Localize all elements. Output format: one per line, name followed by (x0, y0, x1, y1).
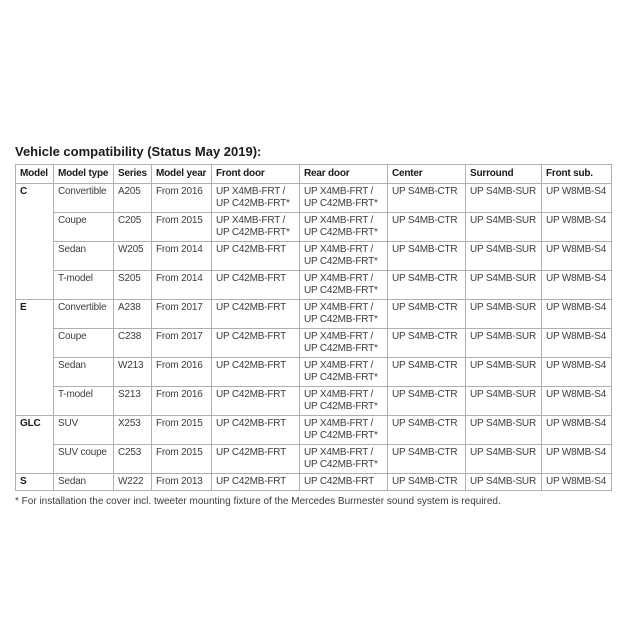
front-sub-cell: UP W8MB-S4 (542, 416, 612, 445)
rear-door-cell: UP X4MB-FRT / UP C42MB-FRT* (300, 300, 388, 329)
center-cell: UP S4MB-CTR (388, 271, 466, 300)
model-cell: E (16, 300, 54, 416)
rear-door-cell: UP C42MB-FRT (300, 474, 388, 491)
vehicle-compatibility-table (15, 164, 612, 491)
rear-door-cell: UP X4MB-FRT / UP C42MB-FRT* (300, 329, 388, 358)
series-cell: W205 (114, 242, 152, 271)
series-cell: X253 (114, 416, 152, 445)
surround-cell: UP S4MB-SUR (466, 271, 542, 300)
front-sub-cell: UP W8MB-S4 (542, 358, 612, 387)
model-cell: C (16, 184, 54, 300)
table-row (16, 213, 612, 242)
table-row (16, 358, 612, 387)
front-sub-cell: UP W8MB-S4 (542, 271, 612, 300)
front-door-cell: UP C42MB-FRT (212, 387, 300, 416)
surround-cell: UP S4MB-SUR (466, 300, 542, 329)
front-door-cell: UP X4MB-FRT / UP C42MB-FRT* (212, 184, 300, 213)
table-body (16, 184, 612, 491)
center-cell: UP S4MB-CTR (388, 416, 466, 445)
footnote: * For installation the cover incl. tweeter mounting fixture of the Mercedes Burmester sound system is required. (15, 496, 501, 507)
model-year-cell: From 2014 (152, 242, 212, 271)
model-type-cell: T-model (54, 271, 114, 300)
model-type-cell: SUV (54, 416, 114, 445)
front-door-cell: UP C42MB-FRT (212, 271, 300, 300)
center-cell: UP S4MB-CTR (388, 474, 466, 491)
series-cell: S213 (114, 387, 152, 416)
surround-cell: UP S4MB-SUR (466, 184, 542, 213)
front-sub-cell: UP W8MB-S4 (542, 242, 612, 271)
column-header-rear-door: Rear door (300, 165, 388, 184)
front-door-cell: UP C42MB-FRT (212, 329, 300, 358)
series-cell: S205 (114, 271, 152, 300)
series-cell: C238 (114, 329, 152, 358)
model-year-cell: From 2016 (152, 358, 212, 387)
table-row (16, 242, 612, 271)
model-type-cell: Sedan (54, 474, 114, 491)
column-header-center: Center (388, 165, 466, 184)
table-row (16, 271, 612, 300)
front-door-cell: UP C42MB-FRT (212, 358, 300, 387)
front-door-cell: UP C42MB-FRT (212, 300, 300, 329)
column-header-surround: Surround (466, 165, 542, 184)
rear-door-cell: UP X4MB-FRT / UP C42MB-FRT* (300, 387, 388, 416)
table-row (16, 387, 612, 416)
surround-cell: UP S4MB-SUR (466, 474, 542, 491)
model-cell: GLC (16, 416, 54, 474)
front-sub-cell: UP W8MB-S4 (542, 387, 612, 416)
rear-door-cell: UP X4MB-FRT / UP C42MB-FRT* (300, 416, 388, 445)
model-year-cell: From 2017 (152, 300, 212, 329)
rear-door-cell: UP X4MB-FRT / UP C42MB-FRT* (300, 271, 388, 300)
front-door-cell: UP C42MB-FRT (212, 242, 300, 271)
surround-cell: UP S4MB-SUR (466, 329, 542, 358)
model-type-cell: Convertible (54, 300, 114, 329)
series-cell: A205 (114, 184, 152, 213)
column-header-front-sub: Front sub. (542, 165, 612, 184)
model-type-cell: Convertible (54, 184, 114, 213)
surround-cell: UP S4MB-SUR (466, 213, 542, 242)
series-cell: C205 (114, 213, 152, 242)
model-type-cell: Coupe (54, 213, 114, 242)
surround-cell: UP S4MB-SUR (466, 387, 542, 416)
column-header-model-year: Model year (152, 165, 212, 184)
center-cell: UP S4MB-CTR (388, 213, 466, 242)
surround-cell: UP S4MB-SUR (466, 242, 542, 271)
front-sub-cell: UP W8MB-S4 (542, 445, 612, 474)
center-cell: UP S4MB-CTR (388, 300, 466, 329)
model-year-cell: From 2013 (152, 474, 212, 491)
center-cell: UP S4MB-CTR (388, 329, 466, 358)
surround-cell: UP S4MB-SUR (466, 416, 542, 445)
front-sub-cell: UP W8MB-S4 (542, 213, 612, 242)
front-sub-cell: UP W8MB-S4 (542, 184, 612, 213)
front-door-cell: UP X4MB-FRT / UP C42MB-FRT* (212, 213, 300, 242)
table-row (16, 300, 612, 329)
front-door-cell: UP C42MB-FRT (212, 445, 300, 474)
model-year-cell: From 2015 (152, 213, 212, 242)
front-sub-cell: UP W8MB-S4 (542, 300, 612, 329)
series-cell: A238 (114, 300, 152, 329)
rear-door-cell: UP X4MB-FRT / UP C42MB-FRT* (300, 358, 388, 387)
front-door-cell: UP C42MB-FRT (212, 416, 300, 445)
front-door-cell: UP C42MB-FRT (212, 474, 300, 491)
column-header-model-type: Model type (54, 165, 114, 184)
column-header-series: Series (114, 165, 152, 184)
model-type-cell: T-model (54, 387, 114, 416)
model-type-cell: Sedan (54, 358, 114, 387)
model-year-cell: From 2016 (152, 184, 212, 213)
table-row (16, 445, 612, 474)
model-cell: S (16, 474, 54, 491)
model-year-cell: From 2017 (152, 329, 212, 358)
series-cell: W222 (114, 474, 152, 491)
center-cell: UP S4MB-CTR (388, 184, 466, 213)
surround-cell: UP S4MB-SUR (466, 445, 542, 474)
series-cell: C253 (114, 445, 152, 474)
model-type-cell: SUV coupe (54, 445, 114, 474)
table-row (16, 329, 612, 358)
model-year-cell: From 2015 (152, 445, 212, 474)
model-type-cell: Coupe (54, 329, 114, 358)
model-year-cell: From 2016 (152, 387, 212, 416)
rear-door-cell: UP X4MB-FRT / UP C42MB-FRT* (300, 184, 388, 213)
column-header-front-door: Front door (212, 165, 300, 184)
center-cell: UP S4MB-CTR (388, 242, 466, 271)
front-sub-cell: UP W8MB-S4 (542, 329, 612, 358)
rear-door-cell: UP X4MB-FRT / UP C42MB-FRT* (300, 445, 388, 474)
surround-cell: UP S4MB-SUR (466, 358, 542, 387)
table-row (16, 184, 612, 213)
center-cell: UP S4MB-CTR (388, 358, 466, 387)
model-year-cell: From 2015 (152, 416, 212, 445)
model-type-cell: Sedan (54, 242, 114, 271)
page-title: Vehicle compatibility (Status May 2019): (15, 144, 262, 159)
table-row (16, 474, 612, 491)
series-cell: W213 (114, 358, 152, 387)
front-sub-cell: UP W8MB-S4 (542, 474, 612, 491)
column-header-model: Model (16, 165, 54, 184)
model-year-cell: From 2014 (152, 271, 212, 300)
center-cell: UP S4MB-CTR (388, 445, 466, 474)
table-row (16, 416, 612, 445)
rear-door-cell: UP X4MB-FRT / UP C42MB-FRT* (300, 213, 388, 242)
center-cell: UP S4MB-CTR (388, 387, 466, 416)
header-row (16, 165, 612, 184)
rear-door-cell: UP X4MB-FRT / UP C42MB-FRT* (300, 242, 388, 271)
